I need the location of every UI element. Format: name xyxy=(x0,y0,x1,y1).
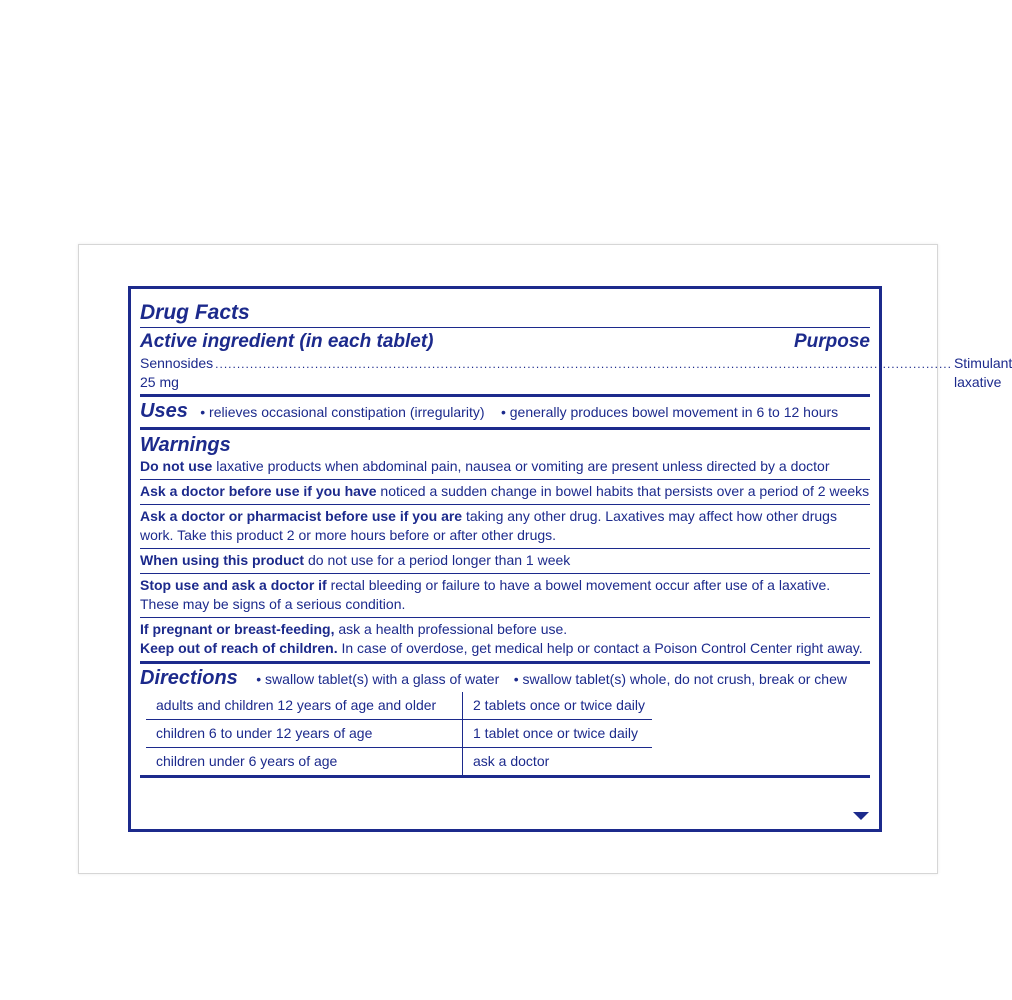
uses-item: • generally produces bowel movement in 6 to 12 hours xyxy=(500,404,839,420)
warnings-section xyxy=(140,430,870,664)
warning-item xyxy=(140,618,870,661)
warning-text: rectal bleeding or failure to have a bowel movement occur after use of a laxative. These may be signs of a serious condition. xyxy=(140,577,831,612)
uses-item: • relieves occasional constipation (irregularity) xyxy=(200,404,485,420)
directions-heading: Directions xyxy=(140,667,238,689)
warning-text: ask a health professional before use. xyxy=(334,621,568,637)
warning-item xyxy=(140,480,870,505)
dot-leader: .......................................................................................................................................................................... xyxy=(215,357,952,371)
age-group-cell: children 6 to under 12 years of age xyxy=(146,720,463,748)
dosage-cell: 1 tablet once or twice daily xyxy=(463,720,653,748)
ingredient-purpose: Stimulant laxative xyxy=(953,355,1012,390)
table-row xyxy=(146,720,652,748)
warning-item xyxy=(140,549,870,574)
drug-facts-title: Drug Facts xyxy=(140,301,250,324)
warning-text: In case of overdose, get medical help or contact a Poison Control Center right away. xyxy=(337,640,863,656)
warning-label: If pregnant or breast-feeding, xyxy=(140,621,335,637)
active-ingredient-heading: Active ingredient (in each tablet) xyxy=(140,331,434,352)
uses-section xyxy=(140,397,870,430)
directions-item: • swallow tablet(s) whole, do not crush, break or chew xyxy=(513,671,847,687)
table-row xyxy=(146,692,652,720)
warning-item xyxy=(140,457,870,480)
warning-label: Do not use xyxy=(140,458,213,474)
purpose-heading: Purpose xyxy=(793,331,870,352)
warning-label: Stop use and ask a doctor if xyxy=(140,577,327,593)
warning-text: laxative products when abdominal pain, nausea or vomiting are present unless directed by a doctor xyxy=(212,458,830,474)
age-group-cell: adults and children 12 years of age and older xyxy=(146,692,463,720)
dosage-cell: ask a doctor xyxy=(473,753,550,769)
warning-text: noticed a sudden change in bowel habits that persists over a period of 2 weeks xyxy=(376,483,870,499)
warning-label: Ask a doctor or pharmacist before use if you are xyxy=(140,508,463,524)
warning-label: When using this product xyxy=(140,552,305,568)
warning-label: Keep out of reach of children. xyxy=(140,640,338,656)
warning-label: Ask a doctor before use if you have xyxy=(140,483,377,499)
dosage-table xyxy=(146,692,652,775)
ingredient-name: Sennosides 25 mg xyxy=(140,355,214,390)
warnings-heading: Warnings xyxy=(140,434,231,456)
dosage-cell: 2 tablets once or twice daily xyxy=(463,692,653,720)
continued-arrow-icon xyxy=(853,812,869,820)
warning-text: do not use for a period longer than 1 week xyxy=(304,552,571,568)
warning-item xyxy=(140,505,870,549)
active-ingredient-section xyxy=(140,289,1012,397)
age-group-cell: children under 6 years of age xyxy=(146,748,463,776)
warning-item xyxy=(140,574,870,618)
warning-text: taking any other drug. Laxatives may affect how other drugs work. Take this product 2 or more hours before or after other drugs. xyxy=(140,508,837,543)
directions-section xyxy=(140,664,870,778)
uses-heading: Uses xyxy=(140,400,188,422)
table-row xyxy=(146,748,652,776)
directions-item: • swallow tablet(s) with a glass of water xyxy=(256,671,500,687)
drug-facts-panel xyxy=(128,286,1012,832)
